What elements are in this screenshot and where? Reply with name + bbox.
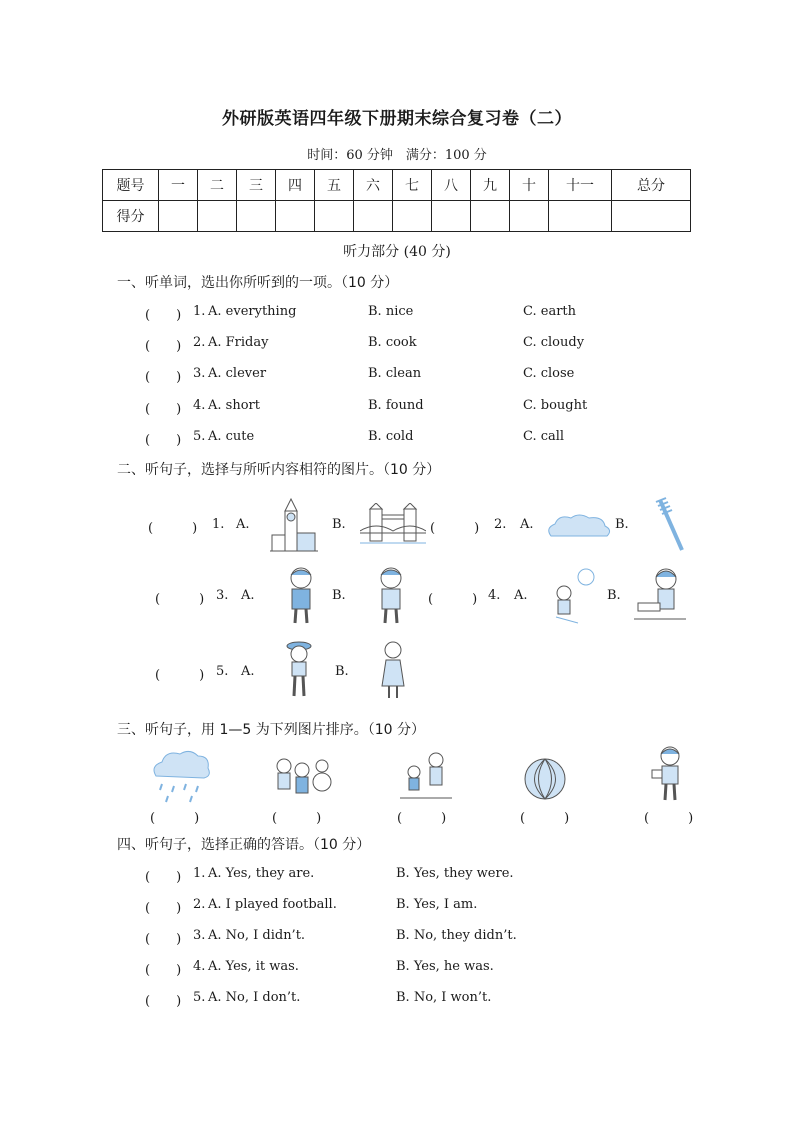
column-10: 十 — [510, 170, 549, 201]
option-a-label: A. — [241, 588, 255, 603]
option-a-label: A. — [241, 664, 255, 679]
score-cell[interactable] — [354, 201, 393, 232]
score-cell[interactable] — [393, 201, 432, 232]
page-title: 外研版英语四年级下册期末综合复习卷（二） — [222, 109, 572, 129]
paren[interactable]: ( ) — [145, 994, 182, 1009]
option-b: B. cold — [368, 429, 414, 444]
listening-heading: 听力部分 (40 分) — [343, 244, 451, 260]
option-b: B. Yes, they were. — [396, 866, 514, 881]
girl-cooking-picture — [634, 565, 686, 627]
score-cell[interactable] — [612, 201, 691, 232]
section2-title: 二、听句子，选择与所听内容相符的图片。（10 分） — [117, 462, 441, 478]
option-a: A. No, I didn’t. — [208, 928, 306, 943]
item-number: 3. — [216, 588, 229, 603]
girl-dress-picture — [378, 640, 408, 702]
option-b: B. Yes, he was. — [396, 959, 494, 974]
tower-bridge-picture — [360, 503, 426, 547]
option-b: B. found — [368, 398, 424, 413]
column-total: 总分 — [612, 170, 691, 201]
option-a: A. Yes, they are. — [208, 866, 315, 881]
happy-boy-picture — [283, 565, 319, 627]
paren[interactable]: ( ) — [155, 668, 205, 683]
option-a: A. No, I don’t. — [208, 990, 301, 1005]
option-a: A. clever — [208, 366, 267, 381]
option-c: C. cloudy — [523, 335, 585, 350]
kids-snowman-picture — [272, 752, 334, 802]
sad-boy-picture — [373, 565, 409, 627]
watermelon-picture — [522, 756, 568, 802]
column-1: 一 — [159, 170, 198, 201]
paren[interactable]: ( ) — [520, 811, 570, 826]
column-11: 十一 — [549, 170, 612, 201]
paren[interactable]: ( ) — [272, 811, 322, 826]
paren[interactable]: ( ) — [155, 592, 205, 607]
paren[interactable]: ( ) — [145, 901, 182, 916]
score-cell[interactable] — [432, 201, 471, 232]
option-c: C. bought — [523, 398, 588, 413]
option-a: A. Yes, it was. — [208, 959, 299, 974]
paren[interactable]: ( ) — [145, 433, 182, 448]
kids-planting-picture — [396, 750, 458, 804]
column-9: 九 — [471, 170, 510, 201]
item-number: 2. — [193, 897, 206, 912]
option-b: B. Yes, I am. — [396, 897, 478, 912]
paren[interactable]: ( ) — [428, 592, 478, 607]
girl-watering-sun-picture — [548, 565, 600, 627]
section1-title: 一、听单词，选出你所听到的一项。（10 分） — [117, 275, 399, 291]
score-table — [102, 169, 691, 232]
paren[interactable]: ( ) — [430, 521, 480, 536]
option-b-label: B. — [335, 664, 349, 679]
section4-title: 四、听句子，选择正确的答语。（10 分） — [117, 837, 371, 853]
item-number: 3. — [193, 366, 206, 381]
item-number: 1. — [193, 866, 206, 881]
header-label: 题号 — [103, 170, 159, 201]
option-c: C. close — [523, 366, 575, 381]
paren[interactable]: ( ) — [145, 870, 182, 885]
item-number: 5. — [193, 429, 206, 444]
score-table-header-row — [103, 170, 691, 201]
paren[interactable]: ( ) — [150, 811, 200, 826]
column-4: 四 — [276, 170, 315, 201]
item-number: 4. — [488, 588, 501, 603]
score-cell[interactable] — [276, 201, 315, 232]
item-number: 3. — [193, 928, 206, 943]
column-6: 六 — [354, 170, 393, 201]
option-a-label: A. — [514, 588, 528, 603]
option-b: B. cook — [368, 335, 417, 350]
section3-title: 三、听句子，用 1—5 为下列图片排序。（10 分） — [117, 722, 425, 738]
paren[interactable]: ( ) — [145, 932, 182, 947]
score-cell[interactable] — [315, 201, 354, 232]
score-cell[interactable] — [471, 201, 510, 232]
item-number: 1. — [193, 304, 206, 319]
paren[interactable]: ( ) — [145, 963, 182, 978]
paren[interactable]: ( ) — [145, 308, 182, 323]
cloud-picture — [545, 512, 613, 542]
score-cell[interactable] — [159, 201, 198, 232]
option-b-label: B. — [332, 588, 346, 603]
item-number: 4. — [193, 959, 206, 974]
option-a: A. cute — [208, 429, 255, 444]
column-3: 三 — [237, 170, 276, 201]
score-cell[interactable] — [549, 201, 612, 232]
score-table-score-row — [103, 201, 691, 232]
toothbrush-picture — [652, 496, 690, 554]
option-b: B. clean — [368, 366, 422, 381]
score-cell[interactable] — [237, 201, 276, 232]
option-a: A. everything — [208, 304, 297, 319]
item-number: 1. — [212, 517, 225, 532]
paren[interactable]: ( ) — [397, 811, 447, 826]
paren[interactable]: ( ) — [145, 370, 182, 385]
option-c: C. earth — [523, 304, 577, 319]
score-cell[interactable] — [510, 201, 549, 232]
paren[interactable]: ( ) — [148, 521, 198, 536]
option-b-label: B. — [615, 517, 629, 532]
option-a-label: A. — [520, 517, 534, 532]
option-b: B. nice — [368, 304, 414, 319]
option-a: A. short — [208, 398, 260, 413]
option-a: A. I played football. — [208, 897, 337, 912]
option-b-label: B. — [607, 588, 621, 603]
option-c: C. call — [523, 429, 565, 444]
column-7: 七 — [393, 170, 432, 201]
column-2: 二 — [198, 170, 237, 201]
option-a-label: A. — [236, 517, 250, 532]
option-a: A. Friday — [208, 335, 269, 350]
item-number: 2. — [193, 335, 206, 350]
row-label: 得分 — [103, 201, 159, 232]
exam-info: 时间：60 分钟 满分：100 分 — [307, 148, 487, 163]
paren[interactable]: ( ) — [644, 811, 694, 826]
option-b: B. No, I won’t. — [396, 990, 492, 1005]
big-ben-picture — [270, 497, 318, 555]
option-b: B. No, they didn’t. — [396, 928, 517, 943]
column-8: 八 — [432, 170, 471, 201]
item-number: 4. — [193, 398, 206, 413]
paren[interactable]: ( ) — [145, 339, 182, 354]
paren[interactable]: ( ) — [145, 402, 182, 417]
rain-cloud-picture — [150, 748, 210, 804]
girl-hat-picture — [283, 640, 319, 702]
option-b-label: B. — [332, 517, 346, 532]
boy-eating-picture — [648, 744, 690, 804]
score-cell[interactable] — [198, 201, 237, 232]
item-number: 5. — [216, 664, 229, 679]
column-5: 五 — [315, 170, 354, 201]
item-number: 2. — [494, 517, 507, 532]
item-number: 5. — [193, 990, 206, 1005]
